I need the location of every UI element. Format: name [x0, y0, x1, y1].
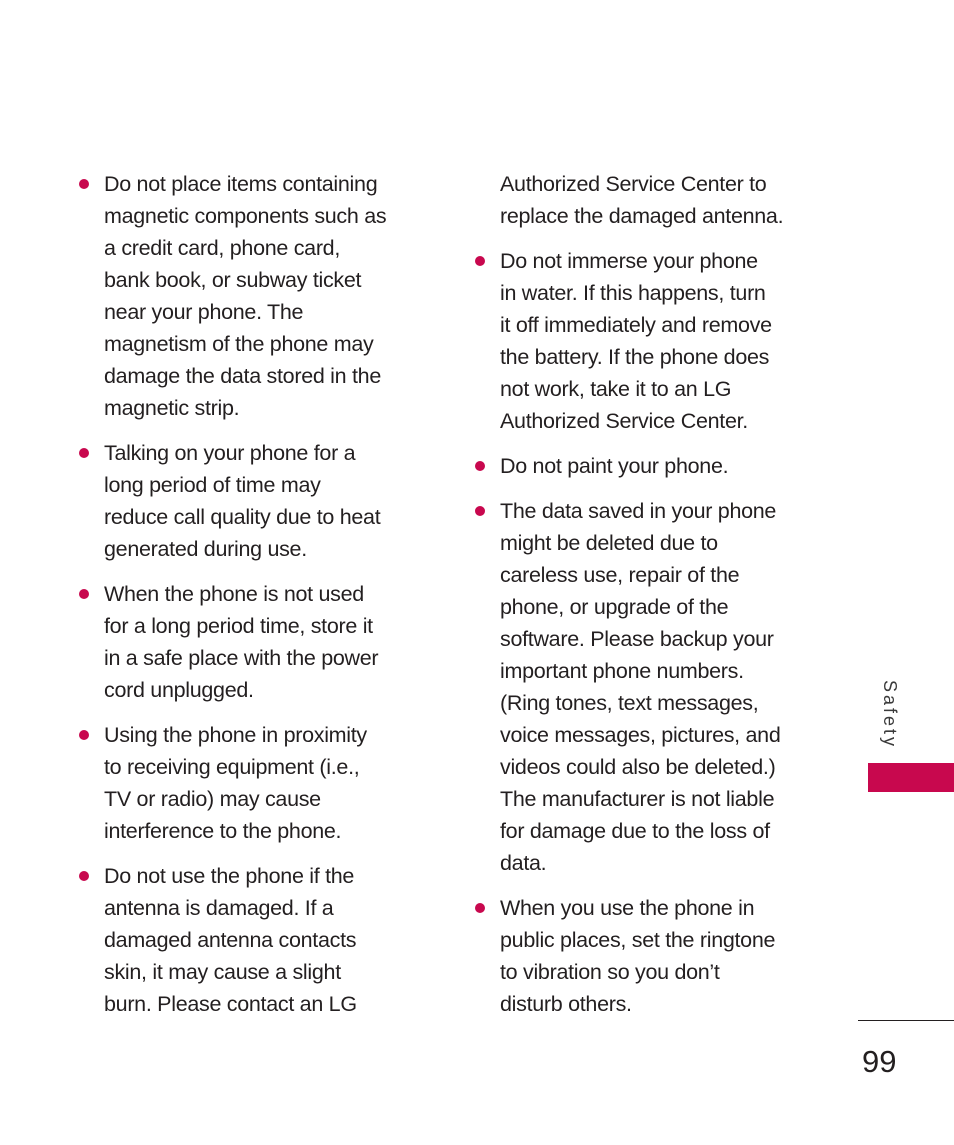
- bullet-icon: [475, 461, 485, 471]
- bullet-text: When the phone is not used for a long period time, store it in a safe place with the power cord unplugged.: [104, 582, 379, 702]
- bullet-icon: [79, 589, 89, 599]
- bullet-text: Do not use the phone if the antenna is damaged. If a damaged antenna contacts skin, it may cause a slight burn. Please contact an LG: [104, 864, 357, 1016]
- bullet-icon: [475, 903, 485, 913]
- bullet-icon: [79, 179, 89, 189]
- bullet-text: When you use the phone in public places, set the ringtone to vibration so you don’t disturb others.: [500, 896, 776, 1016]
- bullet-text: The data saved in your phone might be deleted due to careless use, repair of the phone, or upgrade of the software. Please backup your important phone numbers. (Ring tones, text messages, voice messages, pictures, and videos could also be deleted.) The manufacturer is not liable for damage due to the loss of data.: [500, 499, 781, 875]
- bullet-icon: [475, 256, 485, 266]
- bullet-item: [472, 450, 812, 482]
- bullet-icon: [79, 871, 89, 881]
- page-number: 99: [862, 1044, 897, 1079]
- bullet-text: Do not immerse your phone in water. If this happens, turn it off immediately and remove the battery. If the phone does not work, take it to an LG Authorized Service Center.: [500, 249, 772, 433]
- left-column: [76, 168, 416, 1033]
- section-label: Safety: [880, 680, 900, 750]
- bullet-item: [76, 719, 416, 847]
- bullet-text: Do not paint your phone.: [500, 454, 729, 478]
- bullet-text: Authorized Service Center to replace the damaged antenna.: [500, 172, 784, 228]
- bullet-text: Do not place items containing magnetic components such as a credit card, phone card, bank book, or subway ticket near your phone. The magnetism of the phone may damage the data stored in the magnetic strip.: [104, 172, 387, 420]
- bullet-item: [76, 860, 416, 1020]
- bullet-item: [76, 437, 416, 565]
- bullet-item: [76, 168, 416, 424]
- bullet-item: [472, 245, 812, 437]
- bullet-text: Talking on your phone for a long period of time may reduce call quality due to heat generated during use.: [104, 441, 381, 561]
- bullet-icon: [79, 448, 89, 458]
- bullet-item: [76, 578, 416, 706]
- bullet-item: [472, 892, 812, 1020]
- page-number-divider: [858, 1020, 954, 1021]
- section-tab: [868, 763, 954, 792]
- bullet-icon: [475, 506, 485, 516]
- continued-text: [472, 168, 812, 232]
- bullet-item: [472, 495, 812, 879]
- right-column: [472, 168, 812, 1033]
- bullet-text: Using the phone in proximity to receiving equipment (i.e., TV or radio) may cause interference to the phone.: [104, 723, 367, 843]
- bullet-icon: [79, 730, 89, 740]
